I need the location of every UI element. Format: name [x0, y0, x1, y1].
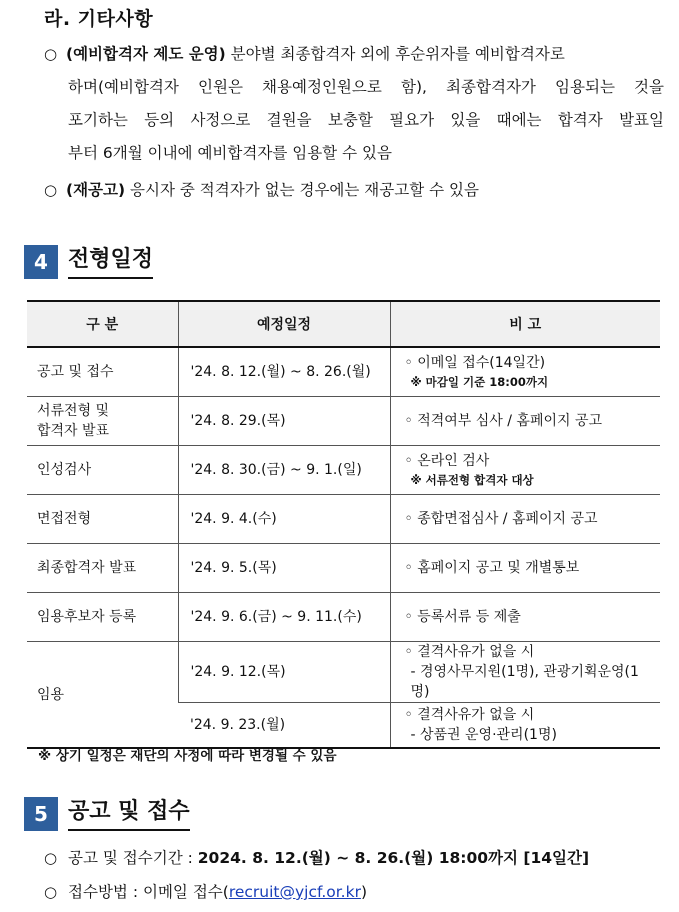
bullet-marker: ○ [44, 883, 58, 901]
submission-method-line [44, 880, 367, 902]
table-row [27, 593, 660, 642]
note-text: ◦ 이메일 접수(14일간) [404, 355, 546, 371]
section-title: 전형일정 [68, 245, 153, 279]
period-value: 2024. 8. 12.(월) ~ 8. 26.(월) 18:00까지 [14일간] [197, 849, 590, 867]
note-text: ◦ 결격사유가 없을 시 [404, 644, 535, 660]
note-cell [390, 703, 660, 749]
note-cell [390, 446, 660, 495]
sub-heading-other-matters: 라. 기타사항 [44, 8, 154, 30]
email-link[interactable]: recruit@yjcf.or.kr [228, 883, 361, 901]
stage-text: 서류전형 및 [37, 403, 110, 419]
date-cell: '24. 9. 12.(목) [178, 642, 390, 703]
section-5-header [24, 797, 190, 831]
table-row [27, 642, 660, 703]
note-cell: ◦ 종합면접심사 / 홈페이지 공고 [390, 495, 660, 544]
table-row [27, 347, 660, 397]
note-cell: ◦ 적격여부 심사 / 홈페이지 공고 [390, 397, 660, 446]
note-detail: - 경영사무지원(1명), 관광기획운영(1명) [410, 664, 639, 700]
note-subtext: ※ 마감일 기준 18:00까지 [410, 375, 549, 389]
header-cell: 비 고 [390, 301, 660, 347]
date-cell: '24. 8. 29.(목) [178, 397, 390, 446]
note-cell [390, 347, 660, 397]
date-cell: '24. 8. 12.(월) ~ 8. 26.(월) [178, 347, 390, 397]
stage-text: 합격자 발표 [37, 423, 110, 439]
stage-cell: 임용후보자 등록 [27, 593, 178, 642]
table-row [27, 544, 660, 593]
stage-cell: 공고 및 접수 [27, 347, 178, 397]
stage-cell: 인성검사 [27, 446, 178, 495]
table-row [27, 397, 660, 446]
note-cell [390, 642, 660, 703]
bullet-marker: ○ [44, 181, 58, 199]
method-label: 접수방법 : 이메일 접수( [68, 883, 229, 901]
date-cell: '24. 9. 6.(금) ~ 9. 11.(수) [178, 593, 390, 642]
note-text: ◦ 온라인 검사 [404, 453, 490, 469]
date-cell: '24. 9. 4.(수) [178, 495, 390, 544]
stage-cell [27, 397, 178, 446]
schedule-footnote: ※ 상기 일정은 재단의 사정에 따라 변경될 수 있음 [38, 748, 337, 764]
section-number: 5 [24, 797, 58, 831]
method-close: ) [360, 883, 368, 901]
bullet-label: (재공고) [66, 181, 126, 199]
stage-cell: 면접전형 [27, 495, 178, 544]
note-cell: ◦ 홈페이지 공고 및 개별통보 [390, 544, 660, 593]
bullet-label: (예비합격자 제도 운영) [66, 45, 226, 63]
note-cell: ◦ 등록서류 등 제출 [390, 593, 660, 642]
header-cell: 구 분 [27, 301, 178, 347]
table-header-row [27, 301, 660, 347]
date-cell: '24. 8. 30.(금) ~ 9. 1.(일) [178, 446, 390, 495]
announcement-period-line [44, 846, 589, 868]
section-4-header [24, 245, 153, 279]
period-label: 공고 및 접수기간 : [68, 849, 193, 867]
stage-cell: 최종합격자 발표 [27, 544, 178, 593]
header-cell: 예정일정 [178, 301, 390, 347]
note-detail: - 상품권 운영·관리(1명) [410, 727, 557, 743]
stage-cell: 임용 [27, 642, 178, 749]
bullet-marker: ○ [44, 45, 58, 63]
table-row [27, 495, 660, 544]
note-subtext: ※ 서류전형 합격자 대상 [410, 473, 534, 487]
bullet-reserve-candidates [44, 38, 664, 170]
note-text: ◦ 결격사유가 없을 시 [404, 707, 535, 723]
date-cell: '24. 9. 23.(월) [178, 703, 390, 749]
bullet-text: 하며(예비합격자 인원은 채용예정인원으로 함), 최종합격자가 임용되는 것을 [68, 78, 664, 96]
date-cell: '24. 9. 5.(목) [178, 544, 390, 593]
schedule-table [27, 300, 660, 749]
bullet-text: 포기하는 등의 사정으로 결원을 보충할 필요가 있을 때에는 합격자 발표일 [68, 111, 664, 129]
bullet-text: 분야별 최종합격자 외에 후순위자를 예비합격자로 [230, 45, 565, 63]
table-row [27, 446, 660, 495]
bullet-text: 응시자 중 적격자가 없는 경우에는 재공고할 수 있음 [130, 181, 479, 199]
section-number: 4 [24, 245, 58, 279]
bullet-text: 부터 6개월 이내에 예비합격자를 임용할 수 있음 [68, 144, 392, 162]
bullet-re-announcement [44, 174, 664, 207]
bullet-marker: ○ [44, 849, 58, 867]
section-title: 공고 및 접수 [68, 797, 190, 831]
